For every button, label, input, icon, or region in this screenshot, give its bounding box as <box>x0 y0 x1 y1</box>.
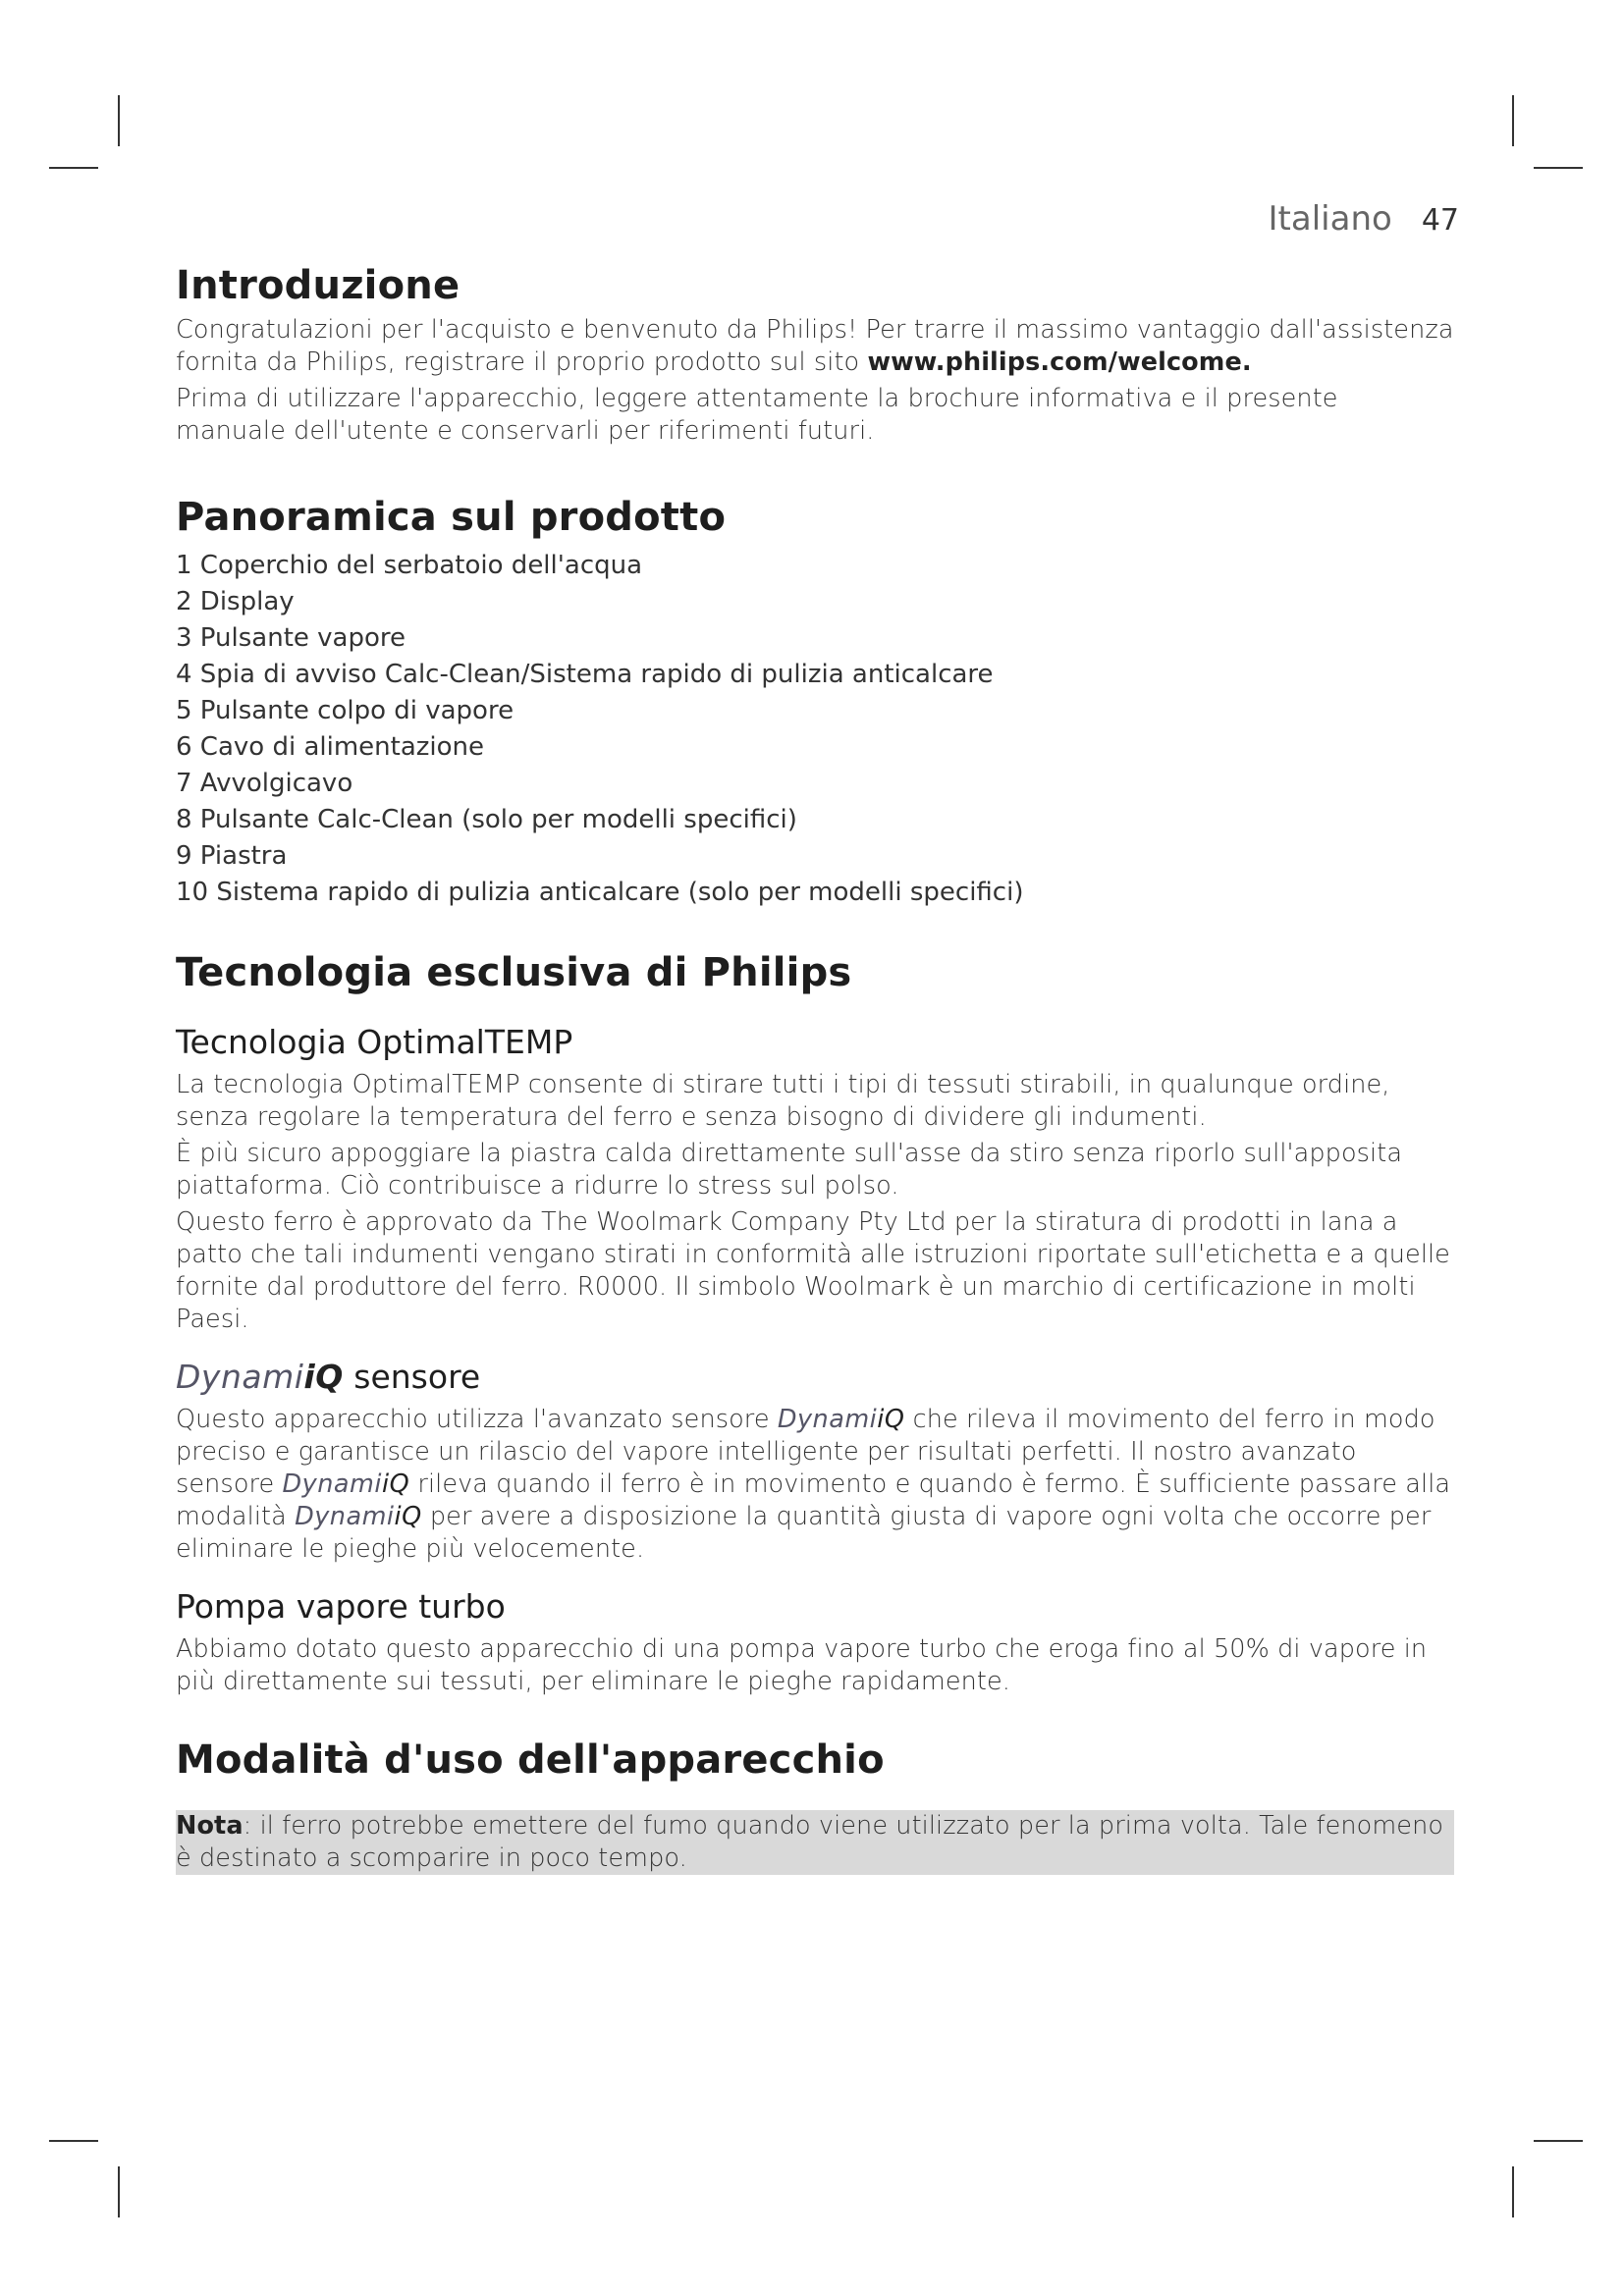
dynamiq-subsection <box>176 1358 1454 1566</box>
list-item: 9 Piastra <box>176 841 288 871</box>
note-text: : il ferro potrebbe emettere del fumo quando viene utilizzato per la prima volta. Tale fenomeno è destinato a scomparire in poco tempo. <box>176 1811 1444 1873</box>
optimaltemp-subsection <box>176 1023 1454 1336</box>
crop-mark <box>1512 95 1514 146</box>
dynamiq-logo: DynamiiQ <box>282 1469 410 1499</box>
turbo-pump-subsection <box>176 1587 1454 1698</box>
list-item: 2 Display <box>176 587 295 616</box>
optimaltemp-paragraph-3: Questo ferro è approvato da The Woolmark Company Pty Ltd per la stiratura di prodotti in lana a patto che tali indumenti vengano stirati in conformità alle istruzioni riportate sull'etichetta e a quelle fornite dal produttore del ferro. R0000. Il simbolo Woolmark è un marchio di certificazione in molti Paesi. <box>176 1207 1450 1334</box>
welcome-link[interactable]: www.philips.com/welcome. <box>867 347 1252 377</box>
usage-section <box>176 1737 1454 1875</box>
optimaltemp-paragraph-1: La tecnologia OptimalTEMP consente di stirare tutti i tipi di tessuti stirabili, in qualunque ordine, senza regolare la temperatura del ferro e senza bisogno di dividere gli indumenti. <box>176 1070 1390 1132</box>
intro-text: Congratulazioni per l'acquisto e benvenuto da Philips! Per trarre il massimo vantaggio dall'assistenza fornita da Philips, registrare il proprio prodotto sul sito <box>176 315 1454 377</box>
intro-paragraph <box>176 314 1454 379</box>
crop-mark <box>49 167 98 169</box>
overview-section <box>176 495 1454 911</box>
overview-title: Panoramica sul prodotto <box>176 495 727 540</box>
list-item: 4 Spia di avviso Calc-Clean/Sistema rapido di pulizia anticalcare <box>176 660 994 689</box>
dynamiq-title: DynamiiQ sensore <box>176 1358 481 1396</box>
list-item: 8 Pulsante Calc-Clean (solo per modelli specifici) <box>176 805 797 834</box>
list-item: 1 Coperchio del serbatoio dell'acqua <box>176 551 643 580</box>
intro-section <box>176 263 1454 448</box>
crop-mark <box>49 2140 98 2142</box>
turbo-pump-title: Pompa vapore turbo <box>176 1587 506 1626</box>
crop-mark <box>1512 2166 1514 2217</box>
optimaltemp-title: Tecnologia OptimalTEMP <box>176 1023 573 1061</box>
language-label: Italiano <box>1268 199 1392 239</box>
list-item: 6 Cavo di alimentazione <box>176 732 485 762</box>
turbo-pump-paragraph: Abbiamo dotato questo apparecchio di una pompa vapore turbo che eroga fino al 50% di vapore in più direttamente sui tessuti, per eliminare le pieghe rapidamente. <box>176 1634 1428 1696</box>
usage-title: Modalità d'uso dell'apparecchio <box>176 1737 885 1783</box>
page-content <box>176 263 1454 1875</box>
crop-mark <box>1534 2140 1583 2142</box>
dynamiq-logo: DynamiiQ <box>777 1405 905 1434</box>
optimaltemp-paragraph-2: È più sicuro appoggiare la piastra calda direttamente sull'asse da stiro senza riporlo sull'apposita piattaforma. Ciò contribuisce a ridurre lo stress sul polso. <box>176 1139 1403 1201</box>
note-label: Nota <box>176 1811 244 1841</box>
intro-title: Introduzione <box>176 263 460 308</box>
technology-section <box>176 950 1454 1698</box>
crop-mark <box>118 95 120 146</box>
list-item: 10 Sistema rapido di pulizia anticalcare (solo per modelli specifici) <box>176 878 1024 907</box>
page-number: 47 <box>1421 203 1459 238</box>
dynamiq-logo: DynamiiQ <box>176 1358 344 1396</box>
list-item: 3 Pulsante vapore <box>176 623 406 653</box>
dynamiq-paragraph: Questo apparecchio utilizza l'avanzato sensore DynamiiQ che rileva il movimento del ferro in modo preciso e garantisce un rilascio del vapore intelligente per risultati perfetti. Il nostro avanzato sensore DynamiiQ rileva quando il ferro è in movimento e quando è fermo. È sufficiente passare alla modalità DynamiiQ per avere a disposizione la quantità giusta di vapore ogni volta che occorre per eliminare le pieghe più velocemente. <box>176 1405 1451 1564</box>
note-box <box>176 1810 1454 1875</box>
page-header <box>1269 199 1459 239</box>
list-item: 5 Pulsante colpo di vapore <box>176 696 514 725</box>
crop-mark <box>1534 167 1583 169</box>
crop-mark <box>118 2166 120 2217</box>
intro-paragraph-2: Prima di utilizzare l'apparecchio, leggere attentamente la brochure informativa e il presente manuale dell'utente e conservarli per riferimenti futuri. <box>176 384 1338 446</box>
list-item: 7 Avvolgicavo <box>176 769 353 798</box>
dynamiq-logo: DynamiiQ <box>295 1502 422 1531</box>
technology-title: Tecnologia esclusiva di Philips <box>176 950 852 995</box>
parts-list <box>176 548 1454 911</box>
